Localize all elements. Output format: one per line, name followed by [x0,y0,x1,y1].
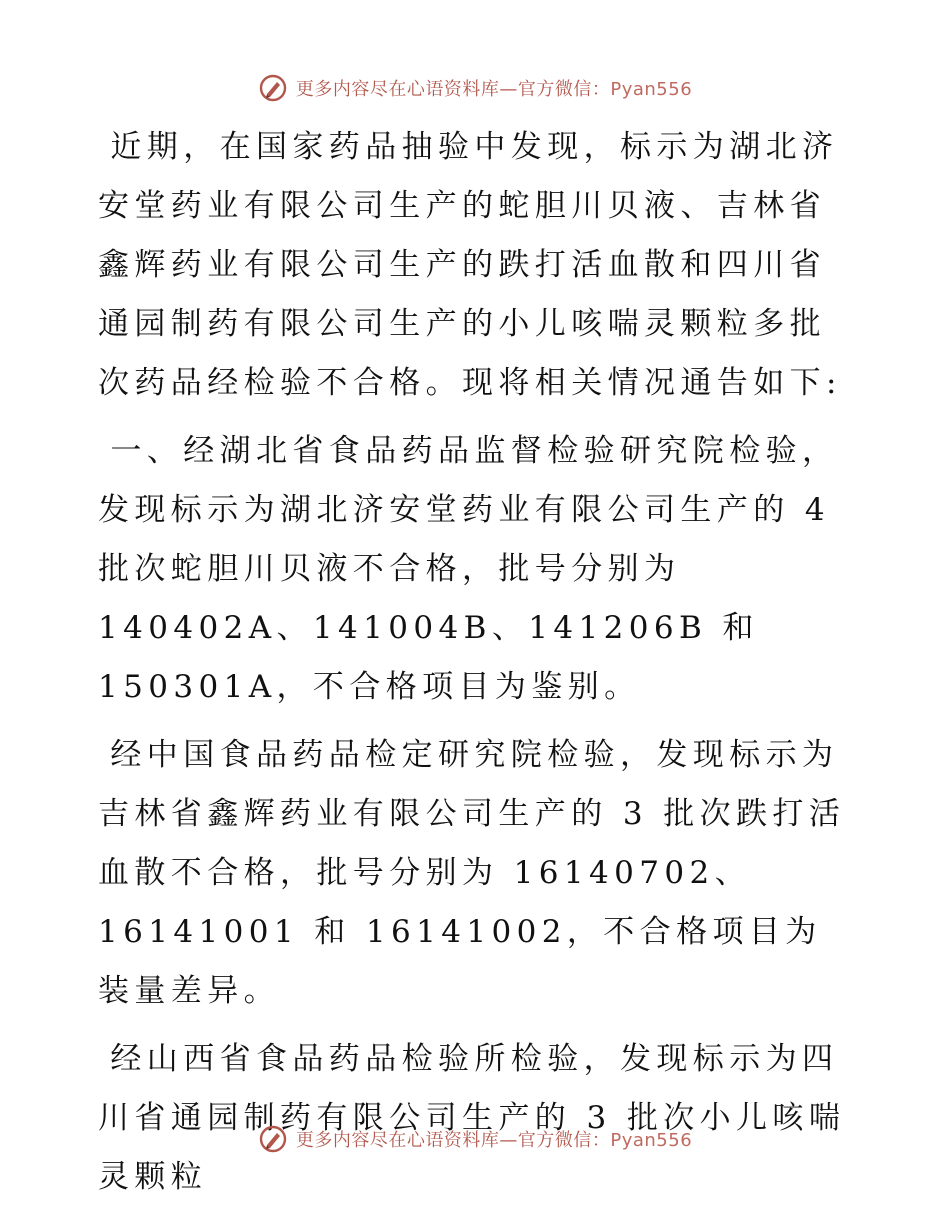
pen-circle-icon [258,1124,288,1154]
header-watermark [0,73,950,103]
watermark-wechat-id: Pyan556 [610,1130,693,1151]
paragraph-hubei: 一、经湖北省食品药品监督检验研究院检验，发现标示为湖北济安堂药业有限公司生产的 4 批次蛇胆川贝液不合格，批号分别为 140402A、141004B、141206B 和 150301A，不合格项目为鉴别。 [98,433,839,705]
watermark-text [296,75,692,101]
paragraph-shanxi: 经山西省食品药品检验所检验，发现标示为四川省通园制药有限公司生产的 3 批次小儿咳喘灵颗粒 [98,1041,846,1195]
watermark-text-cn: 更多内容尽在心语资料库—官方微信： [295,1130,611,1151]
paragraph-intro: 近期，在国家药品抽验中发现，标示为湖北济安堂药业有限公司生产的蛇胆川贝液、吉林省鑫辉药业有限公司生产的跌打活血散和四川省通园制药有限公司生产的小儿咳喘灵颗粒多批次药品经检验不合格。现将相关情况通告如下: [98,129,842,401]
watermark-wechat-id: Pyan556 [610,79,693,100]
footer-watermark [0,1124,950,1154]
watermark-text-cn: 更多内容尽在心语资料库—官方微信： [295,79,611,100]
watermark-text [296,1126,692,1152]
pen-circle-icon [258,73,288,103]
paragraph-jilin: 经中国食品药品检定研究院检验，发现标示为吉林省鑫辉药业有限公司生产的 3 批次跌打活血散不合格，批号分别为 16140702、16141001 和 16141002，不合格项目为装量差异。 [98,737,846,1009]
document-body [98,118,858,1216]
